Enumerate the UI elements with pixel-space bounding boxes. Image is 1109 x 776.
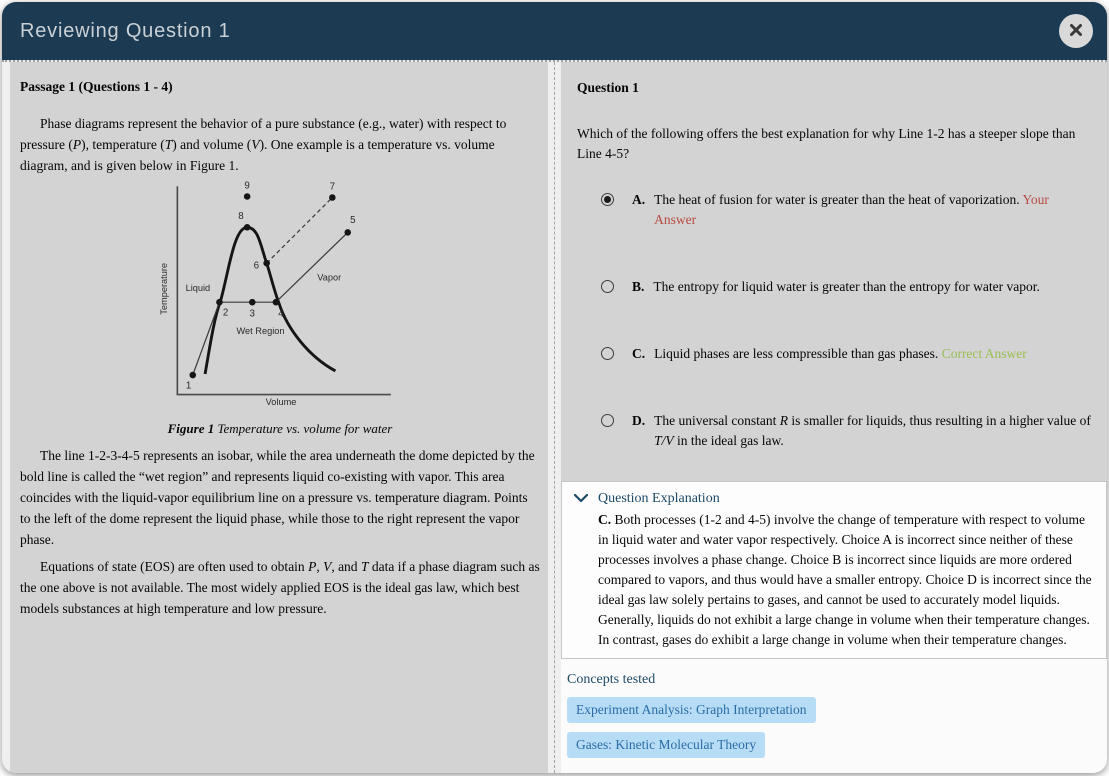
figure-caption: Figure 1 Temperature vs. volume for water xyxy=(167,421,393,436)
y-axis-label: Temperature xyxy=(159,262,170,315)
option-a-radio[interactable] xyxy=(601,193,614,206)
svg-text:6: 6 xyxy=(253,260,260,272)
svg-text:9: 9 xyxy=(244,180,250,192)
modal-content xyxy=(2,60,1107,773)
passage-heading: Passage 1 (Questions 1 - 4) xyxy=(20,79,173,94)
modal-titlebar xyxy=(2,2,1107,60)
passage-panel xyxy=(10,62,548,773)
svg-text:8: 8 xyxy=(238,211,244,223)
passage-paragraph-2: The line 1-2-3-4-5 represents an isobar, while the area underneath the dome depicted by the bold line is called the “wet region” and represents liquid co-existing with vapor. This area coincides with the liquid-vapor equilibrium line on a pressure vs. temperature diagram. Points to the left of the dome represent the liquid phase, while those to the right represent the vapor phase. xyxy=(20,448,535,547)
panel-divider xyxy=(548,62,561,773)
figure-1 xyxy=(20,178,540,439)
liquid-label: Liquid xyxy=(185,282,211,293)
svg-text:2: 2 xyxy=(222,307,229,319)
explanation-heading: Question Explanation xyxy=(598,491,720,506)
option-d-letter: D. xyxy=(632,413,646,428)
svg-text:1: 1 xyxy=(185,380,192,392)
option-a-letter: A. xyxy=(632,192,646,207)
question-panel xyxy=(561,62,1107,773)
svg-text:3: 3 xyxy=(249,308,256,320)
option-d-text: The universal constant R is smaller for liquids, thus resulting in a higher value of T/V in the ideal gas law. xyxy=(654,413,1091,448)
explanation-collapse-header[interactable] xyxy=(574,491,1092,507)
option-d[interactable] xyxy=(577,411,1093,451)
data-points xyxy=(189,193,351,378)
svg-text:7: 7 xyxy=(329,181,336,193)
option-b-text: The entropy for liquid water is greater than the entropy for water vapor. xyxy=(653,279,1040,294)
option-b[interactable] xyxy=(577,277,1093,297)
option-c-radio[interactable] xyxy=(601,347,614,360)
dashed-line-6-7 xyxy=(267,198,333,264)
concept-tag-2[interactable]: Gases: Kinetic Molecular Theory xyxy=(567,732,765,758)
concept-tag-1[interactable]: Experiment Analysis: Graph Interpretation xyxy=(567,697,816,723)
vapor-label: Vapor xyxy=(317,272,342,283)
svg-text:5: 5 xyxy=(350,215,356,227)
question-text: Which of the following offers the best explanation for why Line 1-2 has a steeper slope than Line 4-5? xyxy=(577,126,1076,161)
passage-paragraph-3: Equations of state (EOS) are often used to obtain P, V, and T data if a phase diagram such as the one above is not available. The most widely applied EOS is the ideal gas law, which best models substances at high temperature and low pressure. xyxy=(20,559,540,616)
close-button[interactable] xyxy=(1059,14,1093,48)
option-c-text: Liquid phases are less compressible than gas phases. Correct Answer xyxy=(654,346,1027,361)
concepts-section xyxy=(561,659,1107,758)
option-a[interactable] xyxy=(577,190,1093,230)
question-explanation-box xyxy=(561,481,1107,659)
wet-region-label: Wet Region xyxy=(236,326,285,336)
your-answer-badge: Your Answer xyxy=(654,192,1049,227)
option-b-letter: B. xyxy=(632,279,645,294)
option-b-radio[interactable] xyxy=(601,280,614,293)
correct-answer-badge: Correct Answer xyxy=(941,346,1027,361)
phase-diagram-figure xyxy=(156,178,404,412)
chevron-down-icon xyxy=(574,491,588,507)
review-modal xyxy=(2,2,1107,773)
concepts-heading: Concepts tested xyxy=(567,672,656,687)
passage-paragraph-1: Phase diagrams represent the behavior of a pure substance (e.g., water) with respect to pressure (P), temperature (T) and volume (V). One example is a temperature vs. volume diagram, and is given below in Figure 1. xyxy=(20,116,507,173)
option-d-radio[interactable] xyxy=(601,414,614,427)
point-labels xyxy=(186,180,356,391)
close-icon xyxy=(1069,23,1083,40)
isobar-line xyxy=(193,232,348,375)
modal-title: Reviewing Question 1 xyxy=(20,19,231,42)
option-c-letter: C. xyxy=(632,346,646,361)
x-axis-label: Volume xyxy=(265,396,297,407)
dome-curve xyxy=(205,227,335,374)
region-labels xyxy=(186,273,342,336)
explanation-body: C. Both processes (1-2 and 4-5) involve the change of temperature with respect to volume in liquid water and water vapor respectively. Choice A is incorrect since neither of these processes involves a phase change. Choice B is incorrect since liquids are more ordered compared to vapors, and thus would have a smaller entropy. Choice D is incorrect since the ideal gas law solely pertains to gases, and cannot be used to accurately model liquids. Generally, liquids do not exhibit a large change in volume when their temperature changes. In contrast, gases do exhibit a large change in volume when their temperature changes. xyxy=(598,512,1092,647)
option-a-text: The heat of fusion for water is greater than the heat of vaporization. Your Answer xyxy=(654,192,1049,227)
option-c[interactable] xyxy=(577,344,1093,364)
question-heading: Question 1 xyxy=(577,80,639,95)
svg-text:4: 4 xyxy=(278,308,284,320)
question-area xyxy=(561,62,1107,481)
